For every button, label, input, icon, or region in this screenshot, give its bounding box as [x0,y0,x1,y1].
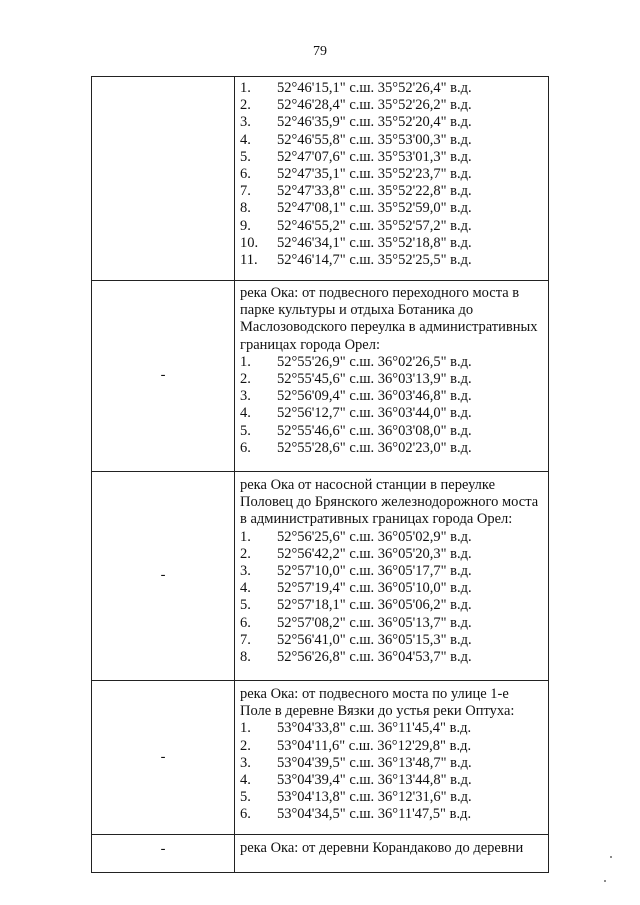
coordinate-item [240,738,542,755]
coordinate-number: 10. [240,234,259,251]
scan-speck [610,856,612,858]
coordinate-item [240,97,542,114]
coordinate-item [240,806,542,823]
coordinate-number: 6. [240,166,251,183]
coordinate-item [240,354,542,371]
coordinate-value: 53°04'13,8" с.ш. 36°12'31,6" в.д. [277,789,472,806]
coordinate-number: 8. [240,649,251,666]
section-heading: река Ока: от подвесного моста по улице 1-е Поле в деревне Вязки до устья реки Оптуха: [240,686,515,720]
coordinate-item [240,388,542,405]
coordinate-item [240,440,542,457]
coordinate-number: 2. [240,97,251,114]
coordinate-number: 3. [240,114,251,131]
coordinate-number: 1. [240,80,251,96]
table-row [92,681,549,835]
coordinate-value: 52°46'28,4" с.ш. 35°52'26,2" в.д. [277,97,472,114]
coordinate-item [240,235,542,252]
coordinate-value: 52°57'10,0" с.ш. 36°05'17,7" в.д. [277,563,472,580]
coordinate-value: 52°57'08,2" с.ш. 36°05'13,7" в.д. [277,614,472,631]
coordinate-item [240,789,542,806]
section-description-cell [235,77,549,281]
coordinate-value: 52°56'26,8" с.ш. 36°04'53,7" в.д. [277,649,472,666]
coordinate-number: 3. [240,563,251,580]
coordinate-value: 52°47'08,1" с.ш. 35°52'59,0" в.д. [277,200,472,217]
table-row [92,472,549,681]
coordinate-value: 52°46'55,2" с.ш. 35°52'57,2" в.д. [277,217,472,234]
coordinate-value: 52°56'42,2" с.ш. 36°05'20,3" в.д. [277,545,472,562]
coordinate-item [240,252,542,269]
coordinate-value: 53°04'11,6" с.ш. 36°12'29,8" в.д. [277,737,472,754]
section-heading: река Ока от насосной станции в переулке Половец до Брянского железнодорожного моста в административных границах города Орел: [240,477,539,528]
coordinate-value: 52°55'28,6" с.ш. 36°02'23,0" в.д. [277,439,472,456]
coordinate-number: 4. [240,131,251,148]
coordinate-number: 4. [240,580,251,597]
row-marker-cell [92,472,235,681]
coordinate-value: 52°46'35,9" с.ш. 35°52'20,4" в.д. [277,114,472,131]
coordinate-value: 53°04'39,4" с.ш. 36°13'44,8" в.д. [277,772,472,789]
coordinate-item [240,132,542,149]
coordinate-number: 5. [240,422,251,439]
coordinate-item [240,183,542,200]
coordinate-value: 52°46'15,1" с.ш. 35°52'26,4" в.д. [277,80,472,96]
section-description-cell [235,472,549,681]
coordinate-item [240,423,542,440]
coordinate-item [240,720,542,737]
table-row [92,77,549,281]
row-marker-cell [92,835,235,873]
coordinate-item [240,529,542,546]
coordinate-item [240,80,542,97]
coordinate-value: 52°55'45,6" с.ш. 36°03'13,9" в.д. [277,371,472,388]
coordinate-item [240,649,542,666]
coordinate-item [240,200,542,217]
table-row [92,835,549,873]
coordinate-value: 52°47'07,6" с.ш. 35°53'01,3" в.д. [277,148,472,165]
coordinate-item [240,580,542,597]
coordinate-number: 7. [240,183,251,200]
coordinate-value: 52°57'19,4" с.ш. 36°05'10,0" в.д. [277,580,472,597]
row-marker-cell [92,77,235,281]
coordinate-value: 52°47'35,1" с.ш. 35°52'23,7" в.д. [277,166,472,183]
coordinate-value: 52°46'14,7" с.ш. 35°52'25,5" в.д. [277,252,472,269]
coordinate-item [240,597,542,614]
row-marker: - [160,567,166,584]
coordinate-number: 1. [240,720,251,737]
coordinate-value: 52°55'46,6" с.ш. 36°03'08,0" в.д. [277,422,472,439]
coordinate-value: 52°46'34,1" с.ш. 35°52'18,8" в.д. [277,234,472,251]
coordinate-number: 4. [240,772,251,789]
scan-speck [604,880,606,882]
section-heading: река Ока: от деревни Корандаково до деревни [240,840,524,856]
coordinate-number: 6. [240,439,251,456]
section-description-cell [235,835,549,873]
coordinate-value: 52°56'25,6" с.ш. 36°05'02,9" в.д. [277,528,472,545]
page-number: 79 [313,44,327,59]
coordinate-item [240,615,542,632]
coordinate-number: 11. [240,252,258,269]
coordinate-item [240,149,542,166]
coordinate-number: 3. [240,754,251,771]
coordinate-item [240,772,542,789]
coordinate-number: 1. [240,353,251,370]
coordinate-value: 52°55'26,9" с.ш. 36°02'26,5" в.д. [277,353,472,370]
coordinate-value: 52°57'18,1" с.ш. 36°05'06,2" в.д. [277,597,472,614]
coordinate-item [240,546,542,563]
coordinate-number: 1. [240,528,251,545]
coordinate-number: 8. [240,200,251,217]
coordinate-value: 53°04'33,8" с.ш. 36°11'45,4" в.д. [277,720,472,737]
coordinate-item [240,405,542,422]
coordinate-number: 9. [240,217,251,234]
table-row [92,281,549,472]
row-marker-cell [92,681,235,835]
coordinate-item [240,755,542,772]
coordinate-number: 7. [240,631,251,648]
coordinate-value: 52°56'12,7" с.ш. 36°03'44,0" в.д. [277,405,472,422]
coordinate-value: 53°04'39,5" с.ш. 36°13'48,7" в.д. [277,754,472,771]
row-marker-cell [92,281,235,472]
coordinate-number: 5. [240,789,251,806]
coordinate-item [240,563,542,580]
coordinate-number: 2. [240,371,251,388]
coordinate-number: 3. [240,388,251,405]
coordinate-value: 52°56'41,0" с.ш. 36°05'15,3" в.д. [277,631,472,648]
coordinate-number: 4. [240,405,251,422]
coordinate-value: 52°47'33,8" с.ш. 35°52'22,8" в.д. [277,183,472,200]
coordinates-table [91,76,549,873]
coordinate-number: 5. [240,148,251,165]
coordinate-number: 6. [240,614,251,631]
section-description-cell [235,681,549,835]
coordinate-number: 6. [240,806,251,823]
coordinate-value: 52°46'55,8" с.ш. 35°53'00,3" в.д. [277,131,472,148]
section-heading: река Ока: от подвесного переходного моста в парке культуры и отдыха Ботаника до Маслозоводского переулка в административных границах города Орел: [240,285,538,353]
row-marker: - [160,748,166,765]
coordinate-item [240,166,542,183]
coordinate-item [240,371,542,388]
coordinate-value: 53°04'34,5" с.ш. 36°11'47,5" в.д. [277,806,472,823]
coordinate-item [240,632,542,649]
coordinate-number: 2. [240,545,251,562]
coordinate-item [240,218,542,235]
section-description-cell [235,281,549,472]
row-marker: - [160,841,166,857]
coordinate-number: 5. [240,597,251,614]
row-marker: - [160,367,166,384]
coordinate-item [240,114,542,131]
coordinate-value: 52°56'09,4" с.ш. 36°03'46,8" в.д. [277,388,472,405]
coordinate-number: 2. [240,737,251,754]
